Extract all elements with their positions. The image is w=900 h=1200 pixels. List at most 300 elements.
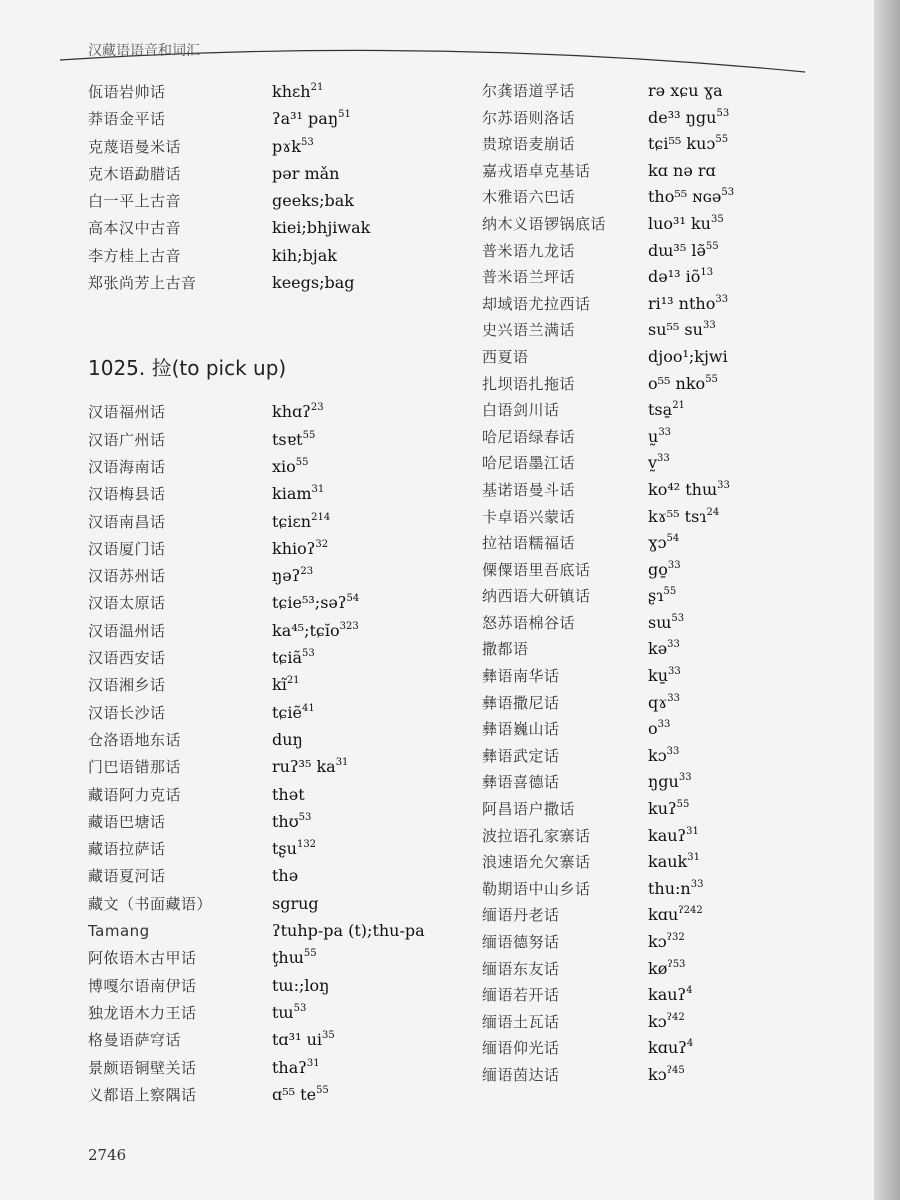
tone-superscript: 33 [715, 293, 729, 305]
phonetic-form [648, 743, 679, 770]
phonetic-form [272, 480, 324, 507]
dialect-row [88, 187, 468, 214]
dialect-name: 彝语巍山话 [482, 720, 560, 739]
dialect-row [88, 1081, 468, 1108]
dialect-row [88, 999, 468, 1026]
dialect-name: 白语剑川话 [482, 401, 560, 420]
form-text: o⁵⁵ nko [648, 373, 706, 393]
dialect-row [482, 504, 862, 531]
dialect-row [482, 530, 862, 557]
dialect-row [88, 398, 468, 425]
dialect-name: 莽语金平话 [88, 110, 166, 129]
entry-headword: 捡(to pick up) [151, 356, 287, 381]
dialect-row [482, 238, 862, 265]
dialect-name: 缅语茵达话 [482, 1065, 560, 1084]
tone-superscript: 4 [686, 985, 693, 997]
dialect-row [482, 450, 862, 477]
form-text: duŋ [272, 729, 303, 749]
form-text: kɔ [648, 932, 667, 951]
phonetic-form [272, 753, 348, 780]
phonetic-form [272, 862, 298, 889]
phonetic-form [648, 610, 684, 637]
dialect-row [88, 862, 468, 889]
dialect-name: 汉语福州话 [88, 403, 166, 422]
form-text: sɯ [648, 612, 672, 632]
dialect-name: 却域语尤拉西话 [482, 294, 591, 313]
phonetic-form [272, 242, 337, 269]
phonetic-form [648, 1035, 693, 1062]
dialect-name: 尔苏语则洛话 [482, 108, 576, 127]
phonetic-form [272, 589, 359, 616]
phonetic-form [648, 636, 680, 663]
entry-number: 1025. [88, 356, 146, 381]
tone-superscript: 132 [296, 839, 317, 851]
dialect-row [482, 876, 862, 903]
dialect-name: 西夏语 [482, 347, 529, 366]
dialect-row [482, 796, 862, 823]
form-text: ʔtuhp-pa (t);thu-pa [272, 921, 425, 941]
dialect-row [482, 1035, 862, 1062]
form-text: djoo¹;kjwi [648, 346, 728, 366]
tone-superscript: 33 [657, 453, 670, 465]
dialect-row [482, 690, 862, 717]
dialect-name: 彝语撒尼话 [482, 693, 560, 712]
dialect-name: 高本汉中古音 [88, 219, 182, 238]
dialect-row [482, 583, 862, 610]
form-text: kɤ⁵⁵ tsɿ [648, 506, 707, 526]
phonetic-form [648, 184, 734, 211]
form-text: kĩ [272, 675, 287, 695]
phonetic-form [648, 849, 700, 876]
dialect-name: 汉语长沙话 [88, 703, 166, 722]
phonetic-form [648, 1009, 685, 1036]
dialect-name: 波拉语孔家寨话 [482, 826, 591, 845]
form-text: de³³ ŋgu [648, 107, 717, 127]
dialect-row [482, 211, 862, 238]
tone-superscript: 35 [322, 1030, 335, 1042]
tone-superscript: 13 [700, 267, 714, 279]
phonetic-form [272, 214, 370, 241]
dialect-row [88, 508, 468, 535]
dialect-row [88, 753, 468, 780]
form-text: kɔ [648, 745, 667, 765]
tone-superscript: 53 [293, 1002, 307, 1014]
tone-superscript: 33 [702, 320, 716, 332]
phonetic-form [648, 211, 724, 238]
form-text: ʂɿ [648, 586, 664, 606]
dialect-row [88, 781, 468, 808]
form-text: kauʔ [648, 825, 687, 845]
form-text: thaʔ [272, 1057, 307, 1077]
dialect-row [482, 982, 862, 1009]
dialect-name: 克蔑语曼米话 [88, 137, 182, 156]
form-text: rə xɕu ɣa [648, 81, 723, 100]
form-text: su⁵⁵ su [648, 320, 703, 340]
dialect-name: 缅语丹老话 [482, 906, 560, 925]
dialect-name: 浪速语允欠寨话 [482, 853, 591, 872]
phonetic-form [648, 982, 693, 1009]
dialect-name: 缅语仰光话 [482, 1039, 560, 1058]
dialect-row [88, 78, 468, 105]
phonetic-form [648, 796, 689, 823]
dialect-row [482, 743, 862, 770]
dialect-name: 汉语厦门话 [88, 539, 166, 558]
form-text: kɑuʔ [648, 1038, 687, 1058]
phonetic-form [272, 508, 330, 535]
form-text: pɤk [272, 136, 301, 156]
dialect-row [482, 610, 862, 637]
tone-superscript: 32 [315, 538, 329, 550]
previous-entry-list [88, 78, 468, 296]
dialect-row [88, 972, 468, 999]
dialect-name: 史兴语兰满话 [482, 321, 576, 340]
dialect-name: 汉语太原话 [88, 594, 166, 613]
tone-superscript: 33 [666, 745, 680, 757]
dialect-row [482, 636, 862, 663]
form-text: tɑ³¹ ui [272, 1030, 323, 1050]
tone-superscript: 41 [301, 702, 315, 714]
dialect-row [88, 835, 468, 862]
dialect-name: 汉语西安话 [88, 649, 166, 668]
form-text: ka⁴⁵;tɕĭo [272, 620, 340, 640]
phonetic-form [648, 105, 729, 132]
phonetic-form [648, 397, 685, 424]
dialect-name: 嘉戎语卓克基话 [482, 161, 591, 180]
dialect-name: 哈尼语墨江话 [482, 454, 576, 473]
phonetic-form [648, 238, 719, 265]
form-text: tho⁵⁵ ɴɢə [648, 187, 722, 207]
dialect-name: 普米语兰坪话 [482, 268, 576, 287]
form-text: ṵ [648, 426, 659, 446]
dialect-name: 藏文（书面藏语） [88, 894, 213, 913]
phonetic-form [648, 291, 728, 318]
tone-superscript: 33 [690, 878, 704, 890]
dialect-row [482, 184, 862, 211]
form-text: khioʔ [272, 538, 316, 558]
tone-superscript: 53 [716, 107, 730, 119]
phonetic-form [648, 690, 680, 717]
tone-superscript: 33 [667, 559, 681, 571]
dialect-name: 勒期语中山乡话 [482, 879, 591, 898]
phonetic-form [272, 617, 359, 644]
dialect-row [88, 890, 468, 917]
dialect-row [482, 902, 862, 929]
form-text: o [648, 719, 658, 739]
dialect-row [88, 917, 468, 944]
dialect-row [482, 105, 862, 132]
dialect-name: 基诺语曼斗话 [482, 480, 576, 499]
form-text: go̱ [648, 559, 668, 579]
dialect-row [482, 1062, 862, 1089]
page-number: 2746 [88, 1146, 127, 1164]
dialect-row [482, 371, 862, 398]
form-text: tɕiɛn [272, 511, 312, 531]
dialect-row [88, 671, 468, 698]
tone-superscript: 31 [335, 757, 349, 769]
phonetic-form [648, 371, 718, 398]
tone-superscript: 53 [300, 136, 314, 148]
phonetic-form [272, 835, 316, 862]
phonetic-form [272, 890, 319, 917]
dialect-name: 郑张尚芳上古音 [88, 274, 197, 293]
dialect-row [482, 769, 862, 796]
form-text: kuʔ [648, 799, 677, 819]
tone-superscript: 53 [721, 187, 735, 199]
dialect-row [88, 214, 468, 241]
tone-superscript: 31 [686, 825, 699, 837]
tone-superscript: 55 [295, 456, 309, 468]
phonetic-form [648, 557, 681, 584]
page-edge-shadow [874, 0, 900, 1200]
tone-superscript: ʔ32 [666, 932, 685, 943]
dialect-row [482, 397, 862, 424]
tone-superscript: 323 [339, 620, 359, 632]
tone-superscript: ʔ242 [678, 905, 703, 917]
tone-superscript: 55 [705, 240, 719, 252]
phonetic-form [272, 1081, 329, 1108]
tone-superscript: 31 [687, 852, 700, 864]
phonetic-form [272, 78, 323, 105]
left-column [88, 78, 468, 1108]
entry-list-right [482, 78, 862, 1089]
phonetic-form [648, 956, 685, 983]
form-text: kauʔ [648, 985, 687, 1005]
tone-superscript: 21 [310, 82, 324, 93]
phonetic-form [272, 187, 354, 214]
tone-superscript: 33 [658, 426, 672, 438]
dialect-name: 汉语苏州话 [88, 567, 166, 586]
tone-superscript: 53 [298, 811, 312, 823]
phonetic-form [272, 269, 355, 296]
tone-superscript: 33 [678, 772, 692, 784]
dialect-row [482, 78, 862, 105]
form-text: ɑ⁵⁵ te [272, 1084, 317, 1104]
dialect-row [88, 242, 468, 269]
dialect-name: 阿侬语木古甲话 [88, 949, 197, 968]
form-text: qɤ [648, 692, 668, 712]
phonetic-form [272, 808, 311, 835]
tone-superscript: 33 [657, 719, 671, 731]
dialect-name: 藏语拉萨话 [88, 840, 166, 859]
dialect-name: 木雅语六巴话 [482, 188, 576, 207]
dialect-name: 彝语喜德话 [482, 773, 560, 792]
tone-superscript: ʔ53 [667, 958, 686, 970]
phonetic-form [648, 344, 728, 371]
entry-heading [88, 344, 468, 392]
form-text: keegs;bag [272, 273, 355, 293]
form-text: xio [272, 456, 296, 476]
form-text: ʔa³¹ paŋ [272, 109, 339, 129]
dialect-row [88, 269, 468, 296]
dialect-name: 藏语阿力克话 [88, 785, 182, 804]
phonetic-form [648, 902, 703, 929]
phonetic-form [648, 530, 679, 557]
tone-superscript: 55 [303, 948, 317, 960]
dialect-name: 汉语温州话 [88, 621, 166, 640]
dialect-row [482, 849, 862, 876]
phonetic-form [648, 716, 670, 743]
phonetic-form [648, 876, 703, 903]
form-text: kɔ [648, 1064, 667, 1084]
right-column [482, 78, 862, 1089]
dialect-name: 阿昌语户撒话 [482, 800, 576, 819]
form-text: ŋgu [648, 772, 679, 792]
dialect-row [88, 589, 468, 616]
tone-superscript: 55 [302, 429, 316, 441]
dialect-name: 缅语德努话 [482, 933, 560, 951]
phonetic-form [272, 426, 315, 453]
dialect-row [88, 160, 468, 187]
dialect-row [482, 1009, 862, 1036]
form-text: ko⁴² thɯ [648, 479, 718, 499]
tone-superscript: 33 [667, 639, 680, 651]
dialect-name: 扎坝语扎拖话 [482, 374, 576, 393]
tone-superscript: 55 [316, 1084, 329, 1096]
dialect-row [482, 424, 862, 451]
dialect-name: 怒苏语棉谷话 [482, 613, 576, 632]
dialect-row [88, 808, 468, 835]
form-text: tɕie⁵³;səʔ [272, 593, 347, 613]
dialect-name: 藏语夏河话 [88, 867, 166, 886]
phonetic-form [272, 562, 313, 589]
form-text: kiei;bhjiwak [272, 218, 371, 238]
form-text: kauk [648, 852, 688, 872]
dialect-row [88, 944, 468, 971]
tone-superscript: 31 [311, 484, 325, 496]
form-text: thət [272, 784, 305, 804]
form-text: ri¹³ ntho [648, 293, 716, 313]
dialect-name: 景颇语铜壁关话 [88, 1058, 197, 1077]
dialect-name: 汉语梅县话 [88, 485, 166, 504]
dialect-name: 李方桂上古音 [88, 246, 182, 265]
entry-list-left [88, 398, 468, 1108]
form-text: tsɐt [272, 429, 303, 449]
phonetic-form [648, 450, 670, 477]
dialect-row [482, 823, 862, 850]
dialect-name: 普米语九龙话 [482, 241, 576, 260]
dialect-row [482, 956, 862, 983]
form-text: kə [648, 639, 668, 659]
dialect-name: 汉语南昌话 [88, 512, 166, 531]
phonetic-form [272, 999, 306, 1026]
phonetic-form [272, 398, 324, 425]
dialect-name: 撒都语 [482, 640, 529, 659]
phonetic-form [272, 671, 300, 698]
phonetic-form [648, 929, 685, 956]
form-text: kɔ [648, 1011, 667, 1031]
dialect-name: 克木语勐腊话 [88, 164, 182, 183]
dialect-row [482, 663, 862, 690]
form-text: tɯ [272, 1002, 294, 1022]
tone-superscript: 55 [705, 373, 718, 385]
form-text: tɕi⁵⁵ kuɔ [648, 134, 716, 154]
phonetic-form [648, 663, 681, 690]
phonetic-form [648, 823, 699, 850]
form-text: tɕiã [272, 648, 303, 668]
form-text: ţhɯ [272, 948, 304, 968]
dialect-name: 彝语武定话 [482, 746, 560, 765]
phonetic-form [272, 644, 315, 671]
dialect-name: 义都语上察隅话 [88, 1085, 197, 1104]
form-text: ku̱ [648, 666, 668, 686]
phonetic-form [272, 699, 315, 726]
tone-superscript: ʔ45 [666, 1064, 685, 1076]
form-text: kiam [272, 484, 312, 504]
dialect-row [88, 426, 468, 453]
tone-superscript: ʔ42 [666, 1011, 685, 1023]
dialect-name: 卡卓语兴蒙话 [482, 507, 576, 526]
form-text: khɑʔ [272, 402, 311, 422]
dialect-name: 贵琼语麦崩话 [482, 135, 576, 154]
tone-superscript: 55 [663, 586, 677, 598]
dialect-row [88, 699, 468, 726]
dialect-name: 博嘎尔语南伊话 [88, 976, 197, 995]
dialect-row [482, 158, 862, 185]
tone-superscript: 54 [346, 593, 360, 605]
form-text: thu:n [648, 878, 691, 898]
phonetic-form [272, 944, 317, 971]
dialect-name: 纳西语大研镇话 [482, 587, 591, 606]
tone-superscript: 35 [710, 213, 724, 225]
phonetic-form [272, 1054, 320, 1081]
dialect-row [482, 344, 862, 371]
dialect-name: 彝语南华话 [482, 667, 560, 686]
tone-superscript: 21 [672, 400, 685, 412]
tone-superscript: 53 [671, 612, 685, 624]
phonetic-form [648, 131, 728, 158]
tone-superscript: 53 [302, 648, 315, 660]
phonetic-form [648, 78, 723, 105]
form-text: luo³¹ ku [648, 213, 711, 233]
dialect-row [482, 716, 862, 743]
tone-superscript: 33 [717, 479, 730, 491]
dialect-row [88, 1054, 468, 1081]
phonetic-form [648, 317, 716, 344]
dialect-name: 缅语若开话 [482, 986, 560, 1005]
tone-superscript: 55 [715, 134, 729, 146]
dialect-row [88, 105, 468, 132]
phonetic-form [648, 158, 716, 185]
dialect-name: 门巴语错那话 [88, 758, 182, 777]
tone-superscript: 33 [668, 666, 681, 678]
form-text: pər mǎn [272, 163, 340, 183]
dialect-row [88, 644, 468, 671]
phonetic-form [272, 781, 305, 808]
dialect-row [88, 133, 468, 160]
tone-superscript: 21 [286, 675, 300, 687]
dialect-row [482, 291, 862, 318]
tone-superscript: 214 [311, 511, 331, 523]
form-text: kø [648, 958, 668, 978]
form-text: tɯ:;loŋ [272, 975, 330, 995]
running-head: 汉藏语语音和词汇 [88, 43, 200, 59]
phonetic-form [272, 535, 328, 562]
tone-superscript: 33 [667, 692, 680, 704]
dialect-row [482, 317, 862, 344]
phonetic-form [272, 726, 303, 753]
phonetic-form [648, 424, 671, 451]
tone-superscript: 23 [300, 566, 314, 578]
form-text: kɑ nə rɑ [648, 160, 716, 180]
phonetic-form [648, 264, 713, 291]
form-text: kɑu [648, 905, 679, 925]
dialect-row [482, 131, 862, 158]
tone-superscript: 55 [676, 799, 690, 811]
form-text: v̰ [648, 453, 658, 473]
form-text: geeks;bak [272, 191, 354, 211]
phonetic-form [272, 133, 314, 160]
form-text: ɣɔ [648, 533, 667, 553]
